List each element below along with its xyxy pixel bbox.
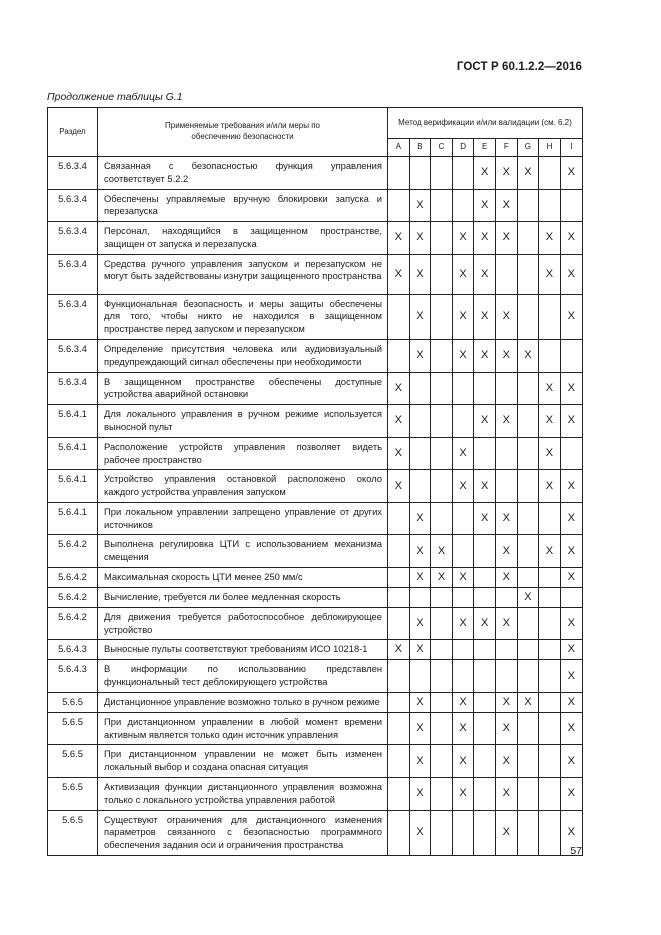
method-mark-cell: X: [452, 254, 474, 294]
method-mark-cell: [431, 254, 453, 294]
method-mark-cell: [539, 810, 561, 855]
method-mark-cell: [431, 502, 453, 535]
method-mark-cell: [388, 692, 410, 712]
method-mark-cell: [431, 745, 453, 778]
method-mark-cell: [495, 587, 517, 607]
method-mark-cell: X: [474, 157, 496, 190]
requirement-cell: Устройство управления остановкой расположено около каждого устройства управления запуском: [98, 470, 388, 503]
standard-code: ГОСТ Р 60.1.2.2—2016: [456, 61, 582, 73]
method-mark-cell: X: [474, 405, 496, 438]
method-mark-cell: [431, 405, 453, 438]
requirement-cell: Вычисление, требуется ли более медленная скорость: [98, 587, 388, 607]
method-mark-cell: X: [495, 567, 517, 587]
method-mark-cell: X: [495, 712, 517, 745]
method-mark-cell: [517, 502, 539, 535]
method-mark-cell: [431, 294, 453, 339]
section-cell: 5.6.4.2: [48, 587, 98, 607]
method-mark-cell: [539, 640, 561, 660]
method-mark-cell: [431, 640, 453, 660]
method-mark-cell: [431, 437, 453, 470]
method-mark-cell: [388, 745, 410, 778]
method-mark-cell: X: [388, 640, 410, 660]
method-mark-cell: X: [495, 189, 517, 222]
method-mark-cell: [452, 189, 474, 222]
table-row: [48, 810, 583, 855]
method-mark-cell: [388, 567, 410, 587]
method-mark-cell: X: [495, 778, 517, 811]
method-mark-cell: X: [474, 502, 496, 535]
method-mark-cell: X: [452, 607, 474, 640]
method-mark-cell: X: [409, 640, 431, 660]
method-mark-cell: X: [474, 470, 496, 503]
method-mark-cell: [452, 810, 474, 855]
requirement-cell: Определение присутствия человека или аудиовизуальный предупреждающий сигнал обеспечены при необходимости: [98, 340, 388, 373]
method-mark-cell: [431, 607, 453, 640]
method-mark-cell: X: [560, 222, 582, 255]
method-mark-cell: X: [560, 535, 582, 568]
requirement-cell: Функциональная безопасность и меры защиты обеспечены для того, чтобы никто не находился в защищенном пространстве перед запуском и перезапуском: [98, 294, 388, 339]
section-cell: 5.6.5: [48, 810, 98, 855]
method-mark-cell: X: [560, 405, 582, 438]
method-mark-cell: [431, 587, 453, 607]
method-mark-cell: X: [539, 437, 561, 470]
method-mark-cell: X: [517, 692, 539, 712]
method-mark-cell: [539, 567, 561, 587]
header-requirement: Применяемые требования и/или меры по обеспечению безопасности: [98, 108, 388, 157]
method-mark-cell: X: [431, 535, 453, 568]
method-mark-cell: X: [452, 567, 474, 587]
method-mark-cell: [517, 640, 539, 660]
method-mark-cell: [517, 660, 539, 693]
method-mark-cell: [431, 778, 453, 811]
method-mark-cell: X: [409, 189, 431, 222]
method-mark-cell: [517, 405, 539, 438]
method-mark-cell: [452, 405, 474, 438]
method-mark-cell: X: [560, 294, 582, 339]
method-mark-cell: X: [560, 254, 582, 294]
method-mark-cell: [517, 294, 539, 339]
requirement-cell: В защищенном пространстве обеспечены доступные устройства аварийной остановки: [98, 372, 388, 405]
method-mark-cell: [495, 470, 517, 503]
method-mark-cell: [474, 692, 496, 712]
table-row: [48, 254, 583, 294]
method-mark-cell: [431, 189, 453, 222]
method-mark-cell: X: [409, 745, 431, 778]
method-mark-cell: [539, 587, 561, 607]
method-mark-cell: X: [431, 567, 453, 587]
table-row: [48, 294, 583, 339]
method-mark-cell: [539, 692, 561, 712]
method-mark-cell: X: [409, 254, 431, 294]
section-cell: 5.6.3.4: [48, 157, 98, 190]
method-mark-cell: X: [560, 502, 582, 535]
method-mark-cell: X: [495, 294, 517, 339]
requirement-cell: Обеспечены управляемые вручную блокировки запуска и перезапуска: [98, 189, 388, 222]
method-mark-cell: X: [539, 535, 561, 568]
method-mark-cell: [474, 810, 496, 855]
method-mark-cell: [431, 340, 453, 373]
header-method: Метод верификации и/или валидации (см. 6.2): [388, 108, 583, 139]
method-mark-cell: [539, 607, 561, 640]
method-mark-cell: X: [409, 712, 431, 745]
method-mark-cell: X: [409, 222, 431, 255]
method-mark-cell: [452, 502, 474, 535]
table-row: [48, 470, 583, 503]
method-mark-cell: X: [388, 470, 410, 503]
method-mark-cell: [560, 587, 582, 607]
method-mark-cell: X: [409, 607, 431, 640]
method-mark-cell: X: [560, 745, 582, 778]
method-mark-cell: X: [560, 567, 582, 587]
method-letter: C: [431, 139, 453, 157]
method-mark-cell: [517, 535, 539, 568]
method-mark-cell: [517, 607, 539, 640]
table-row: [48, 778, 583, 811]
method-mark-cell: [431, 157, 453, 190]
method-mark-cell: [409, 405, 431, 438]
method-mark-cell: X: [409, 502, 431, 535]
requirement-cell: Выполнена регулировка ЦТИ с использованием механизма смещения: [98, 535, 388, 568]
method-mark-cell: X: [388, 222, 410, 255]
table-row: [48, 340, 583, 373]
table-row: [48, 222, 583, 255]
method-mark-cell: [452, 372, 474, 405]
table-row: [48, 660, 583, 693]
method-mark-cell: [517, 745, 539, 778]
method-mark-cell: [388, 587, 410, 607]
method-mark-cell: [474, 372, 496, 405]
method-mark-cell: X: [560, 660, 582, 693]
method-mark-cell: [539, 745, 561, 778]
method-mark-cell: X: [452, 692, 474, 712]
method-letter: E: [474, 139, 496, 157]
method-mark-cell: X: [495, 745, 517, 778]
method-mark-cell: [539, 294, 561, 339]
table-row: [48, 189, 583, 222]
method-mark-cell: X: [409, 340, 431, 373]
method-mark-cell: [539, 340, 561, 373]
section-cell: 5.6.5: [48, 778, 98, 811]
section-cell: 5.6.4.1: [48, 470, 98, 503]
method-mark-cell: X: [560, 372, 582, 405]
table-row: [48, 372, 583, 405]
method-mark-cell: [495, 372, 517, 405]
method-mark-cell: [539, 660, 561, 693]
method-mark-cell: X: [474, 189, 496, 222]
method-mark-cell: X: [560, 470, 582, 503]
requirement-cell: Средства ручного управления запуском и перезапуском не могут быть задействованы изнутри защищенного пространства: [98, 254, 388, 294]
table-row: [48, 640, 583, 660]
method-mark-cell: [474, 535, 496, 568]
table-row: [48, 587, 583, 607]
method-mark-cell: X: [388, 372, 410, 405]
method-letter: H: [539, 139, 561, 157]
method-mark-cell: X: [539, 254, 561, 294]
method-mark-cell: [452, 587, 474, 607]
method-mark-cell: [388, 340, 410, 373]
method-mark-cell: X: [517, 157, 539, 190]
method-mark-cell: [388, 535, 410, 568]
method-mark-cell: [474, 712, 496, 745]
method-mark-cell: X: [409, 810, 431, 855]
method-mark-cell: X: [539, 222, 561, 255]
method-mark-cell: X: [452, 222, 474, 255]
method-mark-cell: X: [560, 810, 582, 855]
method-mark-cell: [431, 222, 453, 255]
table-row: [48, 712, 583, 745]
method-mark-cell: X: [452, 340, 474, 373]
method-mark-cell: X: [539, 372, 561, 405]
method-mark-cell: [431, 470, 453, 503]
method-mark-cell: X: [560, 607, 582, 640]
method-mark-cell: [539, 157, 561, 190]
method-mark-cell: X: [388, 437, 410, 470]
table-row: [48, 745, 583, 778]
method-mark-cell: X: [452, 745, 474, 778]
method-mark-cell: X: [495, 692, 517, 712]
method-mark-cell: [495, 254, 517, 294]
method-mark-cell: [388, 810, 410, 855]
method-mark-cell: [452, 660, 474, 693]
method-mark-cell: [431, 810, 453, 855]
method-mark-cell: X: [452, 470, 474, 503]
method-mark-cell: [474, 660, 496, 693]
method-mark-cell: X: [452, 294, 474, 339]
method-mark-cell: [517, 810, 539, 855]
method-mark-cell: [452, 157, 474, 190]
method-mark-cell: X: [560, 778, 582, 811]
requirement-cell: Персонал, находящийся в защищенном пространстве, защищен от запуска и перезапуска: [98, 222, 388, 255]
method-mark-cell: [560, 437, 582, 470]
method-mark-cell: [517, 372, 539, 405]
section-cell: 5.6.4.1: [48, 502, 98, 535]
method-mark-cell: [388, 712, 410, 745]
section-cell: 5.6.4.2: [48, 567, 98, 587]
method-mark-cell: X: [474, 340, 496, 373]
method-letter: B: [409, 139, 431, 157]
method-mark-cell: [517, 189, 539, 222]
table-row: [48, 607, 583, 640]
method-letter: I: [560, 139, 582, 157]
method-mark-cell: [431, 692, 453, 712]
method-mark-cell: X: [495, 222, 517, 255]
method-mark-cell: X: [495, 157, 517, 190]
method-mark-cell: [474, 778, 496, 811]
requirement-cell: Дистанционное управление возможно только в ручном режиме: [98, 692, 388, 712]
method-mark-cell: X: [495, 340, 517, 373]
method-mark-cell: [474, 437, 496, 470]
section-cell: 5.6.3.4: [48, 222, 98, 255]
section-cell: 5.6.5: [48, 712, 98, 745]
table-row: [48, 692, 583, 712]
method-letter: G: [517, 139, 539, 157]
method-mark-cell: [517, 712, 539, 745]
method-letter: A: [388, 139, 410, 157]
method-mark-cell: X: [495, 502, 517, 535]
method-mark-cell: X: [495, 405, 517, 438]
verification-table: [47, 107, 583, 856]
requirement-cell: Для движения требуется работоспособное деблокирующее устройство: [98, 607, 388, 640]
section-cell: 5.6.4.2: [48, 607, 98, 640]
requirement-cell: В информации по использованию представлен функциональный тест деблокирующего устройства: [98, 660, 388, 693]
method-mark-cell: [409, 437, 431, 470]
method-mark-cell: X: [517, 587, 539, 607]
table-row: [48, 437, 583, 470]
method-mark-cell: [388, 157, 410, 190]
method-mark-cell: [409, 587, 431, 607]
method-mark-cell: [474, 745, 496, 778]
method-mark-cell: [431, 372, 453, 405]
requirement-cell: Для локального управления в ручном режиме используется выносной пульт: [98, 405, 388, 438]
method-mark-cell: [560, 340, 582, 373]
method-mark-cell: X: [560, 640, 582, 660]
section-cell: 5.6.3.4: [48, 294, 98, 339]
requirement-cell: При дистанционном управлении не может быть изменен локальный выбор и создана опасная ситуация: [98, 745, 388, 778]
method-mark-cell: X: [409, 535, 431, 568]
method-mark-cell: [517, 437, 539, 470]
section-cell: 5.6.3.4: [48, 189, 98, 222]
method-mark-cell: X: [409, 692, 431, 712]
method-mark-cell: X: [517, 340, 539, 373]
method-mark-cell: [517, 222, 539, 255]
method-mark-cell: X: [409, 294, 431, 339]
requirement-cell: Выносные пульты соответствуют требованиям ИСО 10218-1: [98, 640, 388, 660]
method-mark-cell: [495, 437, 517, 470]
method-mark-cell: [560, 189, 582, 222]
section-cell: 5.6.3.4: [48, 372, 98, 405]
section-cell: 5.6.5: [48, 692, 98, 712]
method-mark-cell: [495, 640, 517, 660]
method-mark-cell: [388, 294, 410, 339]
method-mark-cell: X: [539, 405, 561, 438]
method-mark-cell: X: [388, 254, 410, 294]
section-cell: 5.6.3.4: [48, 340, 98, 373]
method-mark-cell: X: [452, 437, 474, 470]
section-cell: 5.6.3.4: [48, 254, 98, 294]
section-cell: 5.6.4.3: [48, 640, 98, 660]
method-mark-cell: X: [474, 222, 496, 255]
method-mark-cell: [517, 778, 539, 811]
method-mark-cell: [539, 712, 561, 745]
section-cell: 5.6.4.3: [48, 660, 98, 693]
method-mark-cell: X: [474, 254, 496, 294]
method-mark-cell: [388, 607, 410, 640]
table-row: [48, 405, 583, 438]
method-mark-cell: [539, 189, 561, 222]
method-mark-cell: X: [474, 607, 496, 640]
method-mark-cell: [388, 778, 410, 811]
method-mark-cell: [409, 157, 431, 190]
method-letter: F: [495, 139, 517, 157]
table-row: [48, 567, 583, 587]
method-mark-cell: [388, 189, 410, 222]
method-mark-cell: X: [409, 778, 431, 811]
method-mark-cell: [474, 587, 496, 607]
requirement-cell: При локальном управлении запрещено управление от других источников: [98, 502, 388, 535]
method-mark-cell: [539, 778, 561, 811]
method-mark-cell: X: [452, 778, 474, 811]
method-mark-cell: [388, 502, 410, 535]
method-mark-cell: X: [388, 405, 410, 438]
method-mark-cell: X: [539, 470, 561, 503]
method-mark-cell: X: [495, 607, 517, 640]
method-mark-cell: X: [495, 535, 517, 568]
header-section: Раздел: [48, 108, 98, 157]
method-mark-cell: [409, 470, 431, 503]
table-body: [48, 157, 583, 856]
requirement-cell: Существуют ограничения для дистанционного изменения параметров связанного с безопасностью программного обеспечения задания оси и ограничения пространства: [98, 810, 388, 855]
table-row: [48, 157, 583, 190]
method-mark-cell: X: [560, 692, 582, 712]
section-cell: 5.6.4.1: [48, 437, 98, 470]
method-mark-cell: [517, 254, 539, 294]
requirement-cell: Активизация функции дистанционного управления возможна только с локального устройства управления работой: [98, 778, 388, 811]
section-cell: 5.6.4.2: [48, 535, 98, 568]
method-mark-cell: [517, 567, 539, 587]
requirement-cell: Расположение устройств управления позволяет видеть рабочее пространство: [98, 437, 388, 470]
method-letter: D: [452, 139, 474, 157]
method-mark-cell: X: [560, 712, 582, 745]
method-mark-cell: X: [474, 294, 496, 339]
page-number: 57: [570, 845, 582, 857]
table-row: [48, 535, 583, 568]
method-mark-cell: [495, 660, 517, 693]
method-mark-cell: [431, 660, 453, 693]
method-mark-cell: [409, 660, 431, 693]
method-mark-cell: [409, 372, 431, 405]
requirement-cell: Связанная с безопасностью функция управления соответствует 5.2.2: [98, 157, 388, 190]
method-mark-cell: X: [560, 157, 582, 190]
method-mark-cell: [452, 640, 474, 660]
method-mark-cell: [452, 535, 474, 568]
method-mark-cell: [474, 567, 496, 587]
method-mark-cell: X: [452, 712, 474, 745]
table-caption: Продолжение таблицы G.1: [47, 91, 183, 103]
method-mark-cell: [539, 502, 561, 535]
requirement-cell: При дистанционном управлении в любой момент времени активным является только один источник управления: [98, 712, 388, 745]
method-mark-cell: [474, 640, 496, 660]
method-mark-cell: [388, 660, 410, 693]
method-mark-cell: X: [409, 567, 431, 587]
method-mark-cell: X: [495, 810, 517, 855]
requirement-cell: Максимальная скорость ЦТИ менее 250 мм/с: [98, 567, 388, 587]
section-cell: 5.6.4.1: [48, 405, 98, 438]
table-row: [48, 502, 583, 535]
method-mark-cell: [517, 470, 539, 503]
method-mark-cell: [431, 712, 453, 745]
section-cell: 5.6.5: [48, 745, 98, 778]
